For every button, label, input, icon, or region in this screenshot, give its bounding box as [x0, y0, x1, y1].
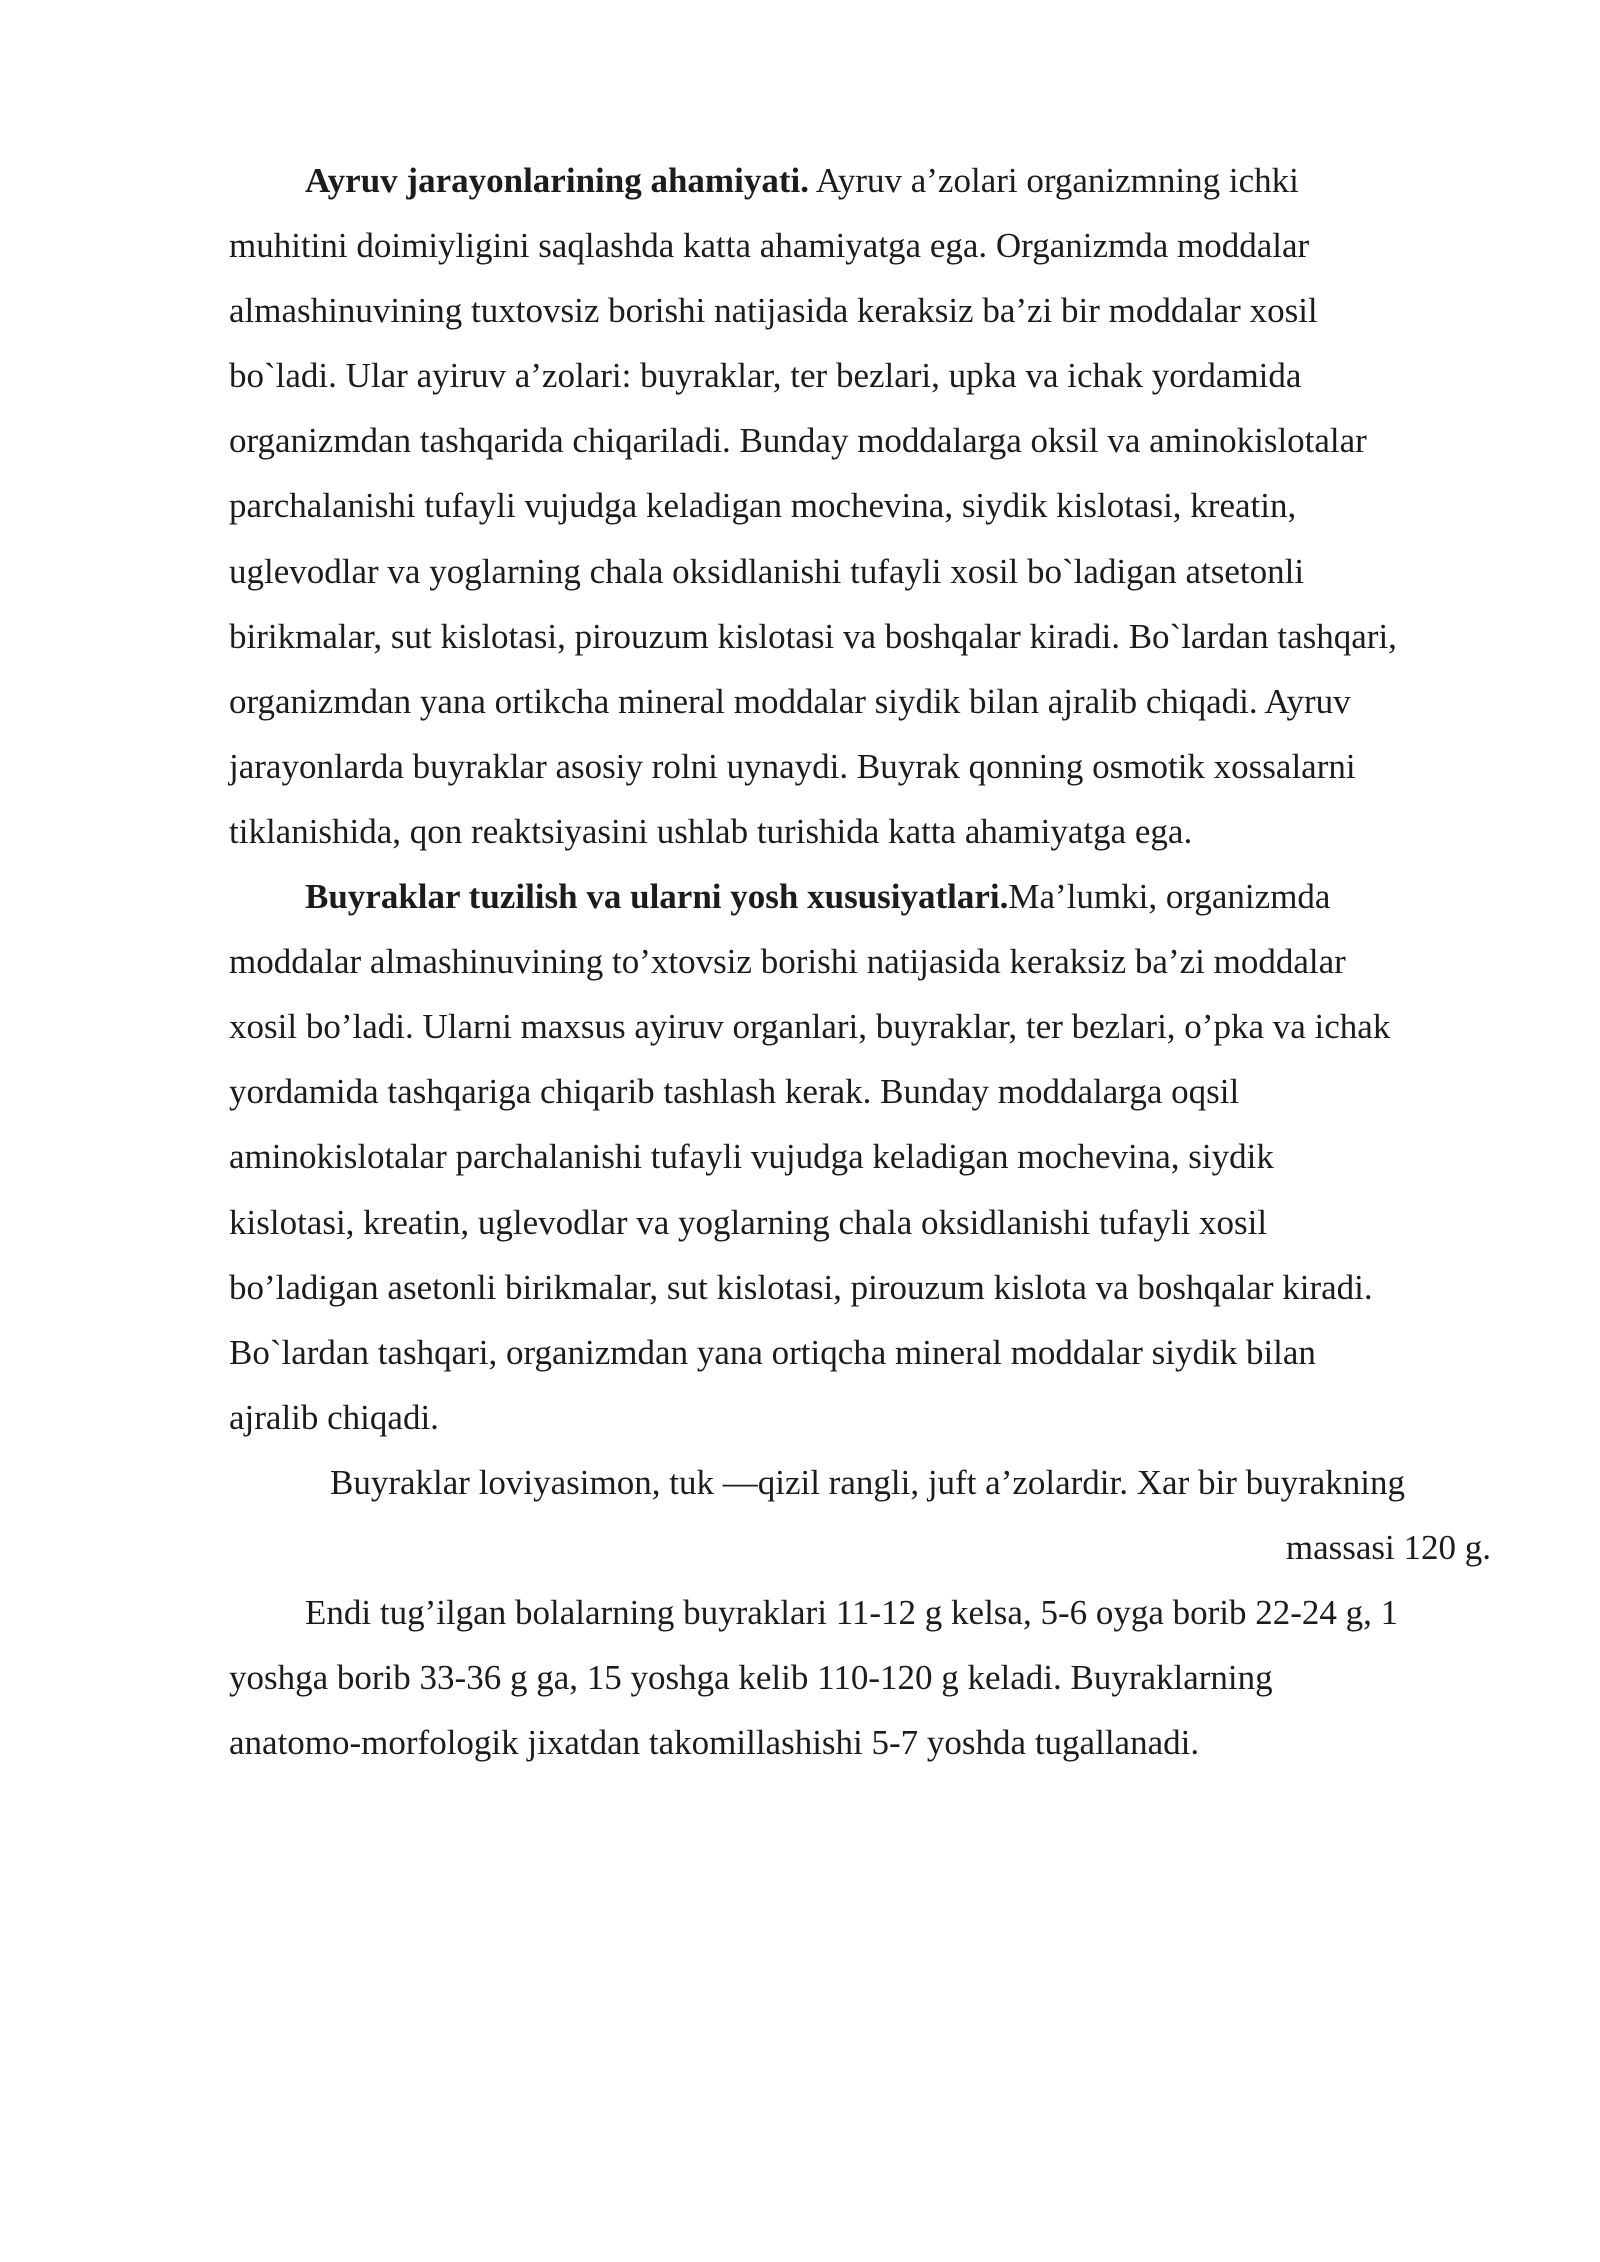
text-line: kislotasi, kreatin, uglevodlar va yoglarning chala oksidlanishi tufayli xosil: [229, 1202, 1268, 1242]
text-line: almashinuvining tuxtovsiz borishi natijasida keraksiz ba’zi bir moddalar xosil: [229, 291, 1318, 331]
text-line: Buyraklar loviyasimon, tuk —qizil rangli, juft a’zolardir. Xar bir buyrakning: [330, 1462, 1406, 1502]
text-line: bo`ladi. Ular ayiruv a’zolari: buyraklar, ter bezlari, upka va ichak yordamida: [229, 356, 1302, 396]
text-line: yoshga borib 33-36 g ga, 15 yoshga kelib 110-120 g keladi. Buyraklarning: [229, 1658, 1273, 1698]
section-heading: Buyraklar tuzilish va ularni yosh xususiyatlari.: [305, 877, 1009, 917]
text-line: [229, 864, 1491, 929]
text-line: Endi tug’ilgan bolalarning buyraklari 11-12 g kelsa, 5-6 oyga borib 22-24 g, 1: [305, 1593, 1399, 1633]
paragraph-kidney-growth: [229, 1580, 1491, 1775]
text-line: xosil bo’ladi. Ularni maxsus ayiruv organlari, buyraklar, ter bezlari, o’pka va ichak: [229, 1007, 1391, 1047]
text-line: birikmalar, sut kislotasi, pirouzum kislotasi va boshqalar kiradi. Bo`lardan tashqari,: [229, 616, 1397, 656]
section-heading: Ayruv jarayonlarining ahamiyati.: [305, 161, 809, 200]
text-line: massasi 120 g.: [1285, 1527, 1491, 1567]
text-line: tiklanishida, qon reaktsiyasini ushlab turishida katta ahamiyatga ega.: [229, 811, 1193, 851]
text-line: yordamida tashqariga chiqarib tashlash kerak. Bunday moddalarga oqsil: [229, 1072, 1240, 1112]
document-body: [229, 148, 1491, 1775]
text-line: ajralib chiqadi.: [229, 1397, 439, 1437]
text-line: parchalanishi tufayli vujudga keladigan mochevina, siydik kislotasi, kreatin,: [229, 486, 1297, 526]
text-run: Ayruv a’zolari organizmning ichki: [808, 161, 1299, 200]
text-line: [229, 148, 1491, 213]
text-run: Ma’lumki, organizmda: [1008, 877, 1331, 917]
text-line: jarayonlarda buyraklar asosiy rolni uynaydi. Buyrak qonning osmotik xossalarni: [229, 746, 1356, 786]
text-line: anatomo-morfologik jixatdan takomillashishi 5-7 yoshda tugallanadi.: [229, 1723, 1200, 1763]
text-line: uglevodlar va yoglarning chala oksidlanishi tufayli xosil bo`ladigan atsetonli: [229, 551, 1305, 591]
text-line: aminokislotalar parchalanishi tufayli vujudga keladigan mochevina, siydik: [229, 1137, 1274, 1177]
text-line: organizmdan tashqarida chiqariladi. Bunday moddalarga oksil va aminokislotalar: [229, 421, 1367, 461]
paragraph-excretion-importance: [229, 148, 1491, 864]
text-line: muhitini doimiyligini saqlashda katta ahamiyatga ega. Organizmda moddalar: [229, 226, 1310, 266]
paragraph-kidney-structure: [229, 864, 1491, 1450]
text-line: moddalar almashinuvining to’xtovsiz borishi natijasida keraksiz ba’zi moddalar: [229, 942, 1346, 982]
text-line: organizmdan yana ortikcha mineral moddalar siydik bilan ajralib chiqadi. Ayruv: [229, 681, 1351, 721]
paragraph-kidney-shape: [229, 1450, 1491, 1580]
text-line: bo’ladigan asetonli birikmalar, sut kislotasi, pirouzum kislota va boshqalar kiradi.: [229, 1267, 1373, 1307]
text-line: Bo`lardan tashqari, organizmdan yana ortiqcha mineral moddalar siydik bilan: [229, 1332, 1316, 1372]
